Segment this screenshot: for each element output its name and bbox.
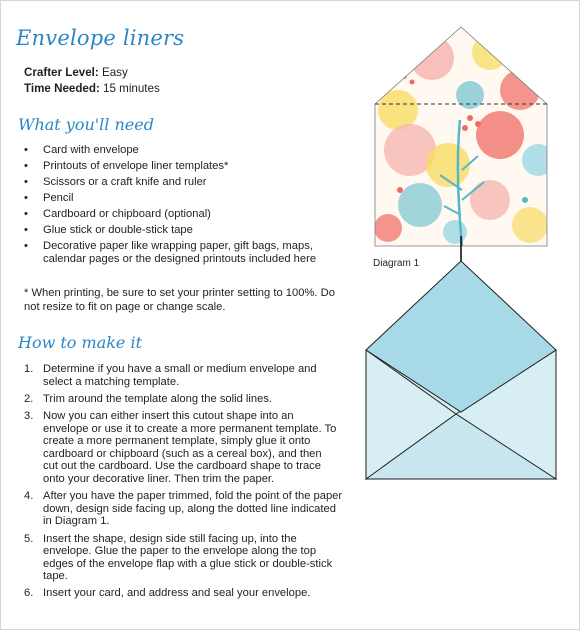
bullet: • bbox=[24, 224, 28, 236]
bullet: • bbox=[24, 160, 28, 172]
list-item-text: Decorative paper like wrapping paper, gift bags, maps, calendar pages or the designed printouts included here bbox=[43, 240, 317, 265]
needs-heading: What you'll need bbox=[18, 115, 154, 134]
howto-heading: How to make it bbox=[18, 333, 143, 352]
crafter-level-label: Crafter Level: bbox=[24, 66, 99, 79]
step-text: Insert your card, and address and seal your envelope. bbox=[43, 587, 311, 600]
list-item-text: Pencil bbox=[43, 192, 74, 204]
step-text: After you have the paper trimmed, fold the point of the paper down, design side facing up, along the dotted line indicated in Diagram 1. bbox=[43, 490, 343, 528]
step-number: 2. bbox=[24, 392, 34, 405]
time-needed-value: 15 minutes bbox=[103, 82, 160, 95]
bullet: • bbox=[24, 144, 28, 156]
list-item-text: Cardboard or chipboard (optional) bbox=[43, 208, 211, 220]
liner-diagram bbox=[374, 27, 554, 246]
time-needed-label: Time Needed: bbox=[24, 82, 100, 95]
list-item-text: Printouts of envelope liner templates* bbox=[43, 160, 229, 172]
envelope-diagram bbox=[366, 261, 556, 479]
bullet: • bbox=[24, 192, 28, 204]
bullet: • bbox=[24, 176, 28, 188]
step-text: Determine if you have a small or medium envelope and select a matching template. bbox=[43, 363, 317, 388]
page-title: Envelope liners bbox=[16, 26, 185, 50]
step-number: 5. bbox=[24, 532, 34, 545]
list-item-text: Scissors or a craft knife and ruler bbox=[43, 176, 207, 188]
bullet: • bbox=[24, 240, 28, 252]
diagram-label: Diagram 1 bbox=[373, 258, 420, 269]
step-text: Trim around the template along the solid lines. bbox=[43, 392, 273, 405]
print-note: * When printing, be sure to set your printer setting to 100%. Do not resize to fit on page or change scale. bbox=[24, 287, 335, 313]
step-number: 4. bbox=[24, 490, 34, 503]
step-text: Insert the shape, design side still facing up, into the envelope. Glue the paper to the envelope along the top edges of the envelope flap with a glue stick or double-stick tape. bbox=[43, 532, 333, 583]
step-number: 1. bbox=[24, 363, 34, 375]
step-text: Now you can either insert this cutout shape into an envelope or use it to create a more permanent template. To create a more permanent template, simply glue it onto cardboard or chipboard (such as a cereal box), and then cut out the cardboard. Use the cardboard shape to trace onto your decorative liner. Then trim the paper. bbox=[43, 409, 337, 485]
crafter-level-value: Easy bbox=[101, 66, 128, 79]
list-item-text: Glue stick or double-stick tape bbox=[43, 224, 193, 236]
list-item-text: Card with envelope bbox=[43, 144, 139, 156]
step-number: 6. bbox=[24, 587, 34, 600]
bullet: • bbox=[24, 208, 28, 220]
step-number: 3. bbox=[24, 409, 34, 422]
